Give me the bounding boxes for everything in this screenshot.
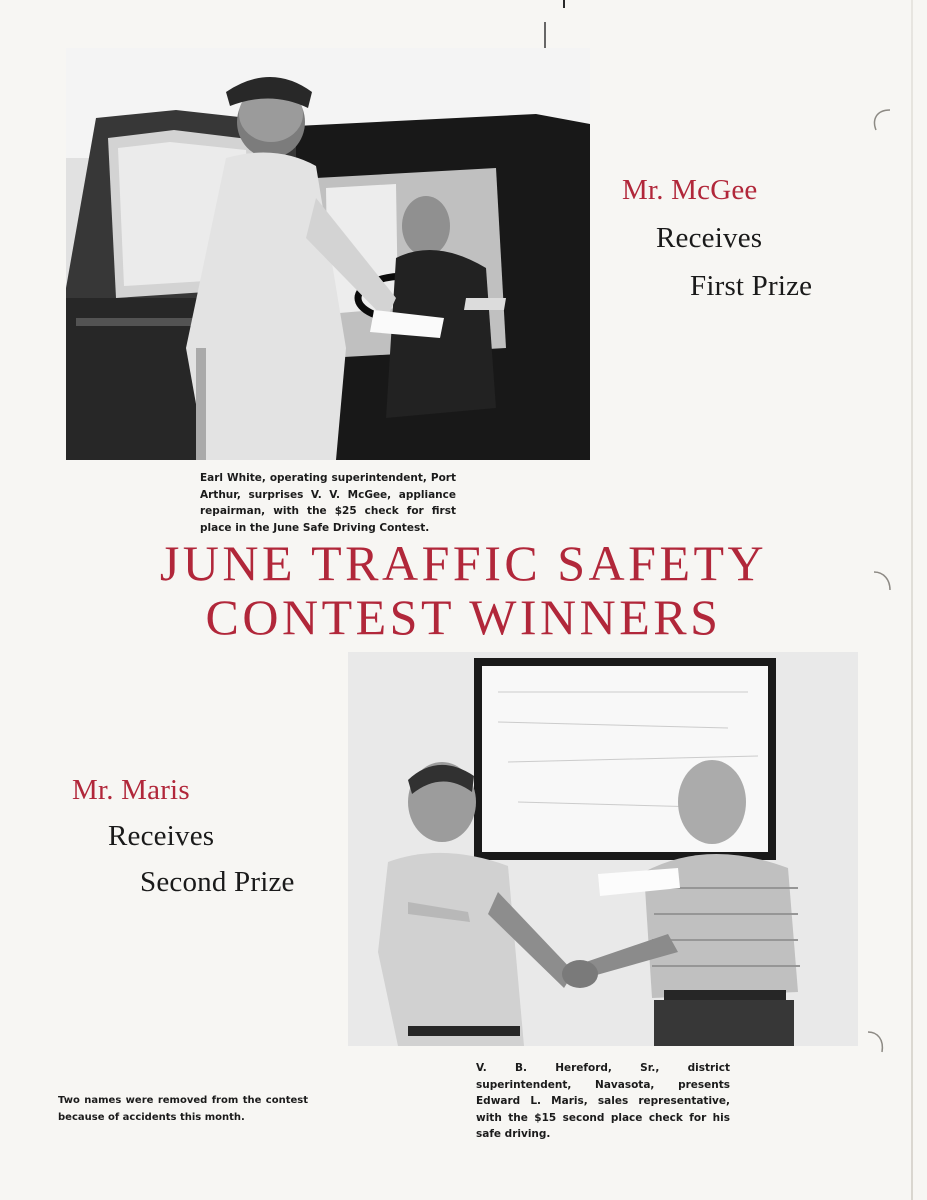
second-prize-name: Mr. Maris (72, 774, 190, 806)
second-prize-receives: Receives (108, 820, 215, 852)
handshake-illustration (348, 652, 858, 1046)
first-prize-caption: Earl White, operating superintendent, Port Arthur, surprises V. V. McGee, appliance repairman, with the $25 check for first place in the June Safe Driving Contest. (200, 472, 456, 534)
second-prize-caption: V. B. Hereford, Sr., district superintendent, Navasota, presents Edward L. Maris, sales representative, with the $15 second place check for his safe driving. (476, 1062, 730, 1140)
binder-hole-icon (866, 1028, 886, 1054)
first-prize-receives: Receives (656, 222, 763, 254)
page-title-line2: CONTEST WINNERS (205, 589, 722, 645)
first-prize-name: Mr. McGee (622, 174, 758, 206)
binder-hole-icon (870, 108, 890, 134)
contest-footnote: Two names were removed from the contest because of accidents this month. (58, 1095, 308, 1123)
first-prize-label: First Prize (690, 270, 813, 302)
photo-first-prize (66, 48, 590, 460)
page-title-line1: JUNE TRAFFIC SAFETY (159, 535, 768, 591)
scan-mark (563, 0, 565, 8)
photo-second-prize (348, 652, 858, 1046)
second-prize-label: Second Prize (140, 866, 295, 898)
truck-cab-illustration (66, 48, 590, 460)
